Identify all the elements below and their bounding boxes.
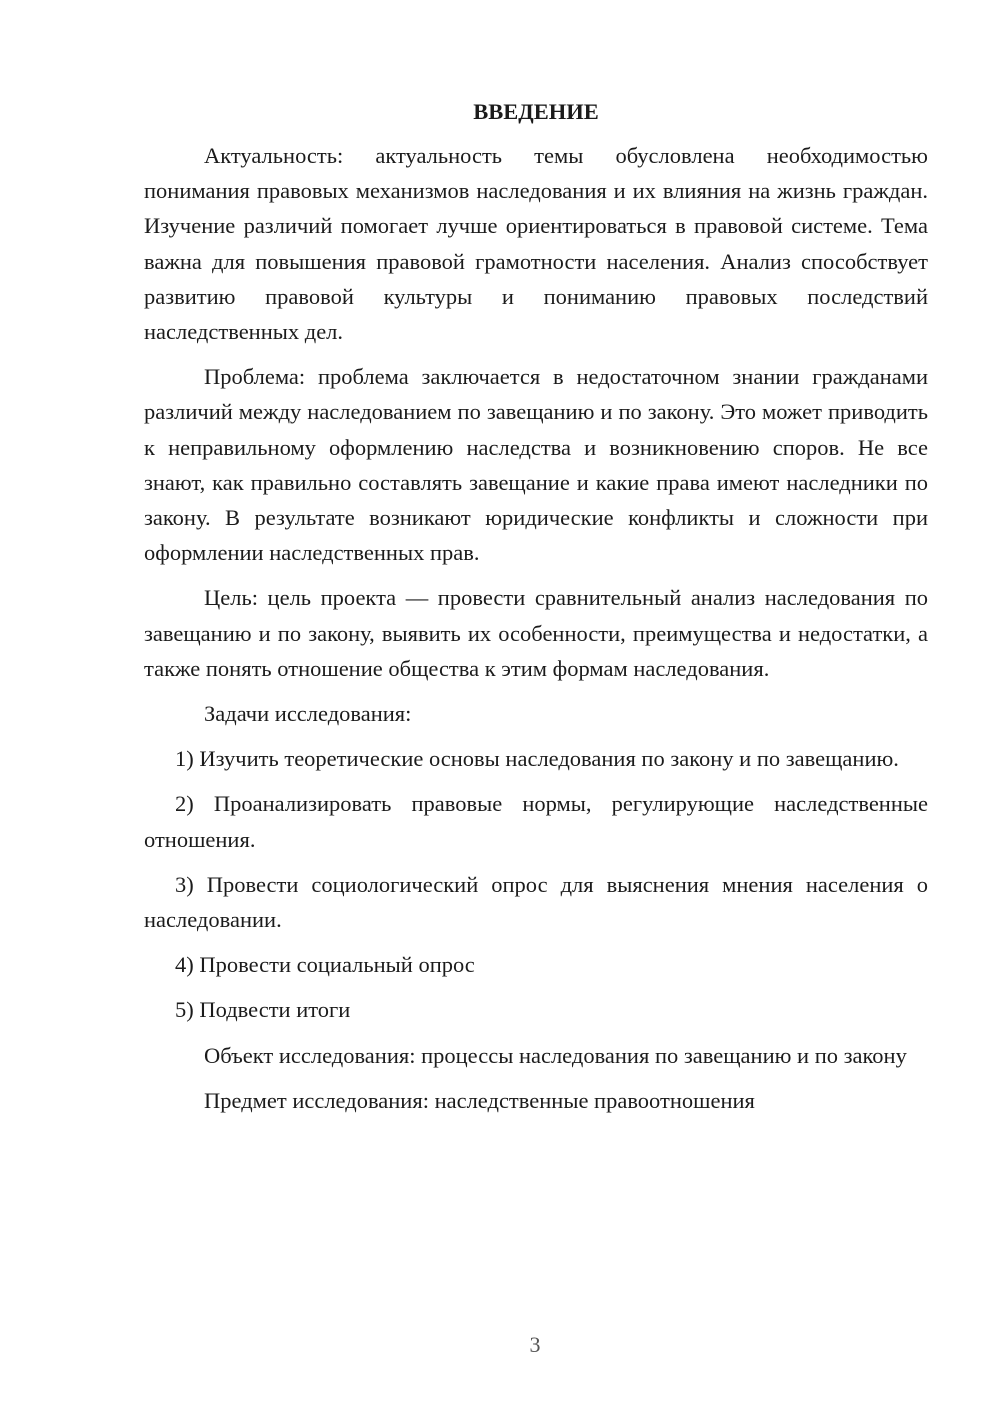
goal-paragraph: Цель: цель проекта — провести сравнительный анализ наследования по завещанию и по закону, выявить их особенности, преимущества и недостатки, а также понять отношение общества к этим формам наследования. [144, 585, 928, 681]
task-item-2: 2) Проанализировать правовые нормы, регулирующие наследственные отношения. [144, 791, 928, 852]
task-item-3: 3) Провести социологический опрос для выяснения мнения населения о наследовании. [144, 871, 928, 933]
task-item-1: 1) Изучить теоретические основы наследования по закону и по завещанию. [175, 746, 899, 772]
page-title: ВВЕДЕНИЕ [473, 99, 599, 124]
subject-paragraph: Предмет исследования: наследственные правоотношения [204, 1087, 755, 1113]
object-paragraph: Объект исследования: процессы наследования по завещанию и по закону [204, 1042, 907, 1068]
relevance-paragraph: Актуальность: актуальность темы обусловлена необходимостью понимания правовых механизмов наследования и их влияния на жизнь граждан. Изучение различий помогает лучше ориентироваться в правовой системе. Тема важна для повышения правовой грамотности населения. Анализ способствует развитию правовой культуры и пониманию правовых последствий наследственных дел. [144, 143, 928, 345]
task-item-5: 5) Подвести итоги [175, 997, 351, 1023]
tasks-heading: Задачи исследования: [204, 701, 412, 727]
problem-paragraph: Проблема: проблема заключается в недостаточном знании гражданами различий между наследованием по завещанию и по закону. Это может приводить к неправильному оформлению наследства и возникновению споров. Не все знают, как правильно составлять завещание и какие права имеют наследники по закону. В результате возникают юридические конфликты и сложности при оформлении наследственных прав. [144, 364, 928, 566]
page-number: 3 [529, 1332, 541, 1357]
task-item-4: 4) Провести социальный опрос [175, 952, 475, 978]
page-content [144, 96, 928, 1128]
